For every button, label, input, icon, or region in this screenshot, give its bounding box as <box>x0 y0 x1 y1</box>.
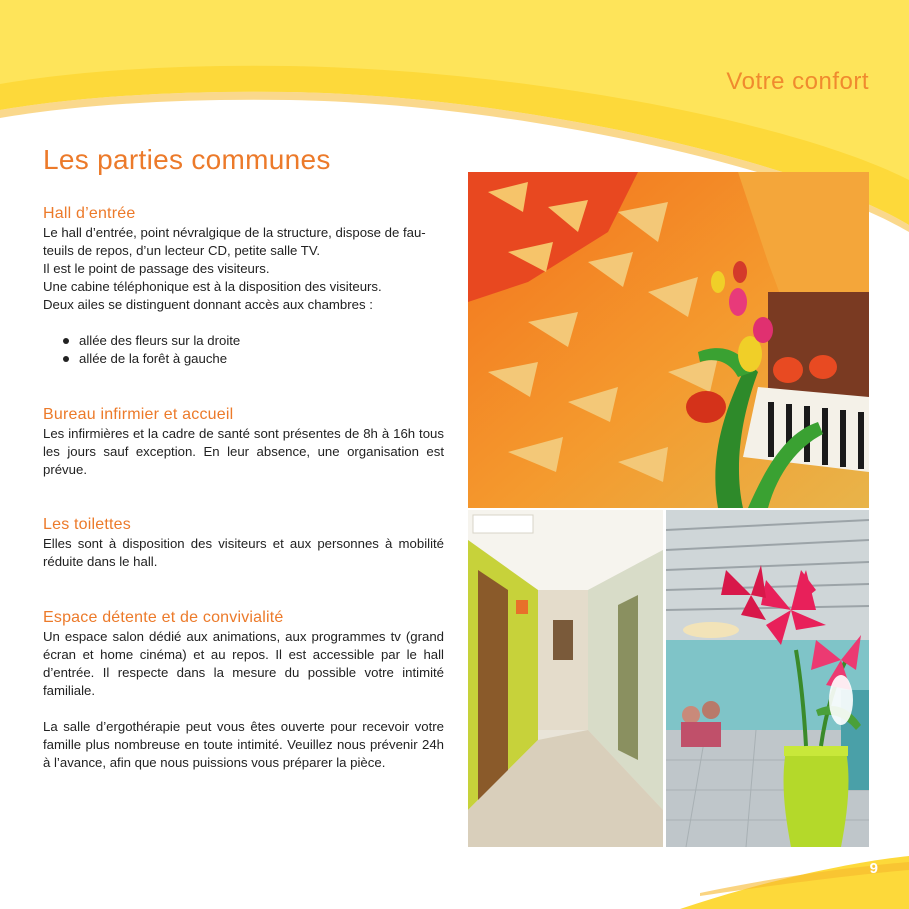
section-title: Votre confort <box>726 68 869 95</box>
paragraph: Deux ailes se distinguent donnant accès aux chambres : <box>43 297 373 312</box>
bullet-icon <box>63 356 69 362</box>
paragraph: teuils de repos, d’un lecteur CD, petite salle TV. <box>43 243 321 258</box>
section-detente <box>43 608 444 772</box>
photo-corridor-image <box>468 510 663 847</box>
list-item-text: allée des fleurs sur la droite <box>79 333 241 348</box>
photo-corridor <box>468 510 663 847</box>
section-toilettes <box>43 515 444 571</box>
photo-mosaic-wall <box>468 172 869 508</box>
bullet-icon <box>63 338 69 344</box>
photo-lounge-lily-image <box>666 510 869 847</box>
paragraph: Elles sont à disposition des visiteurs et aux personnes à mobilité réduite dans le hall. <box>43 536 444 569</box>
page-number: 9 <box>869 860 878 877</box>
section-bureau <box>43 405 444 479</box>
list-item <box>43 350 444 368</box>
section-heading: Espace détente et de convivialité <box>43 609 284 626</box>
paragraph: Il est le point de passage des visiteurs. <box>43 261 270 276</box>
section-heading: Hall d’entrée <box>43 205 136 222</box>
paragraph: La salle d’ergothérapie peut vous êtes ouverte pour recevoir votre famille plus nombreuse en toute intimité. Veuillez nous prévenir 24h à l’avance, afin que nous puissions vous préparer la pièce. <box>43 719 444 770</box>
page-title: Les parties communes <box>43 144 331 175</box>
photo-mosaic-wall-image <box>468 172 869 508</box>
paragraph: Un espace salon dédié aux animations, aux programmes tv (grand écran et home cinéma) et au repos. Il est accessible par le hall d’entrée. Il respecte dans la mesure du possible votre intimité familiale. <box>43 629 444 698</box>
list-item-text: allée de la forêt à gauche <box>79 351 228 366</box>
section-heading: Bureau infirmier et accueil <box>43 406 234 423</box>
paragraph: Les infirmières et la cadre de santé sont présentes de 8h à 16h tous les jours sauf exception. En leur absence, une organisation est prévue. <box>43 426 444 477</box>
photo-lounge-lily <box>666 510 869 847</box>
section-heading: Les toilettes <box>43 516 131 533</box>
list-item <box>43 332 444 350</box>
bullet-list <box>43 332 444 368</box>
paragraph: Le hall d’entrée, point névralgique de la structure, dispose de fau- <box>43 225 426 240</box>
paragraph: Une cabine téléphonique est à la disposition des visiteurs. <box>43 279 382 294</box>
section-hall <box>43 204 444 368</box>
